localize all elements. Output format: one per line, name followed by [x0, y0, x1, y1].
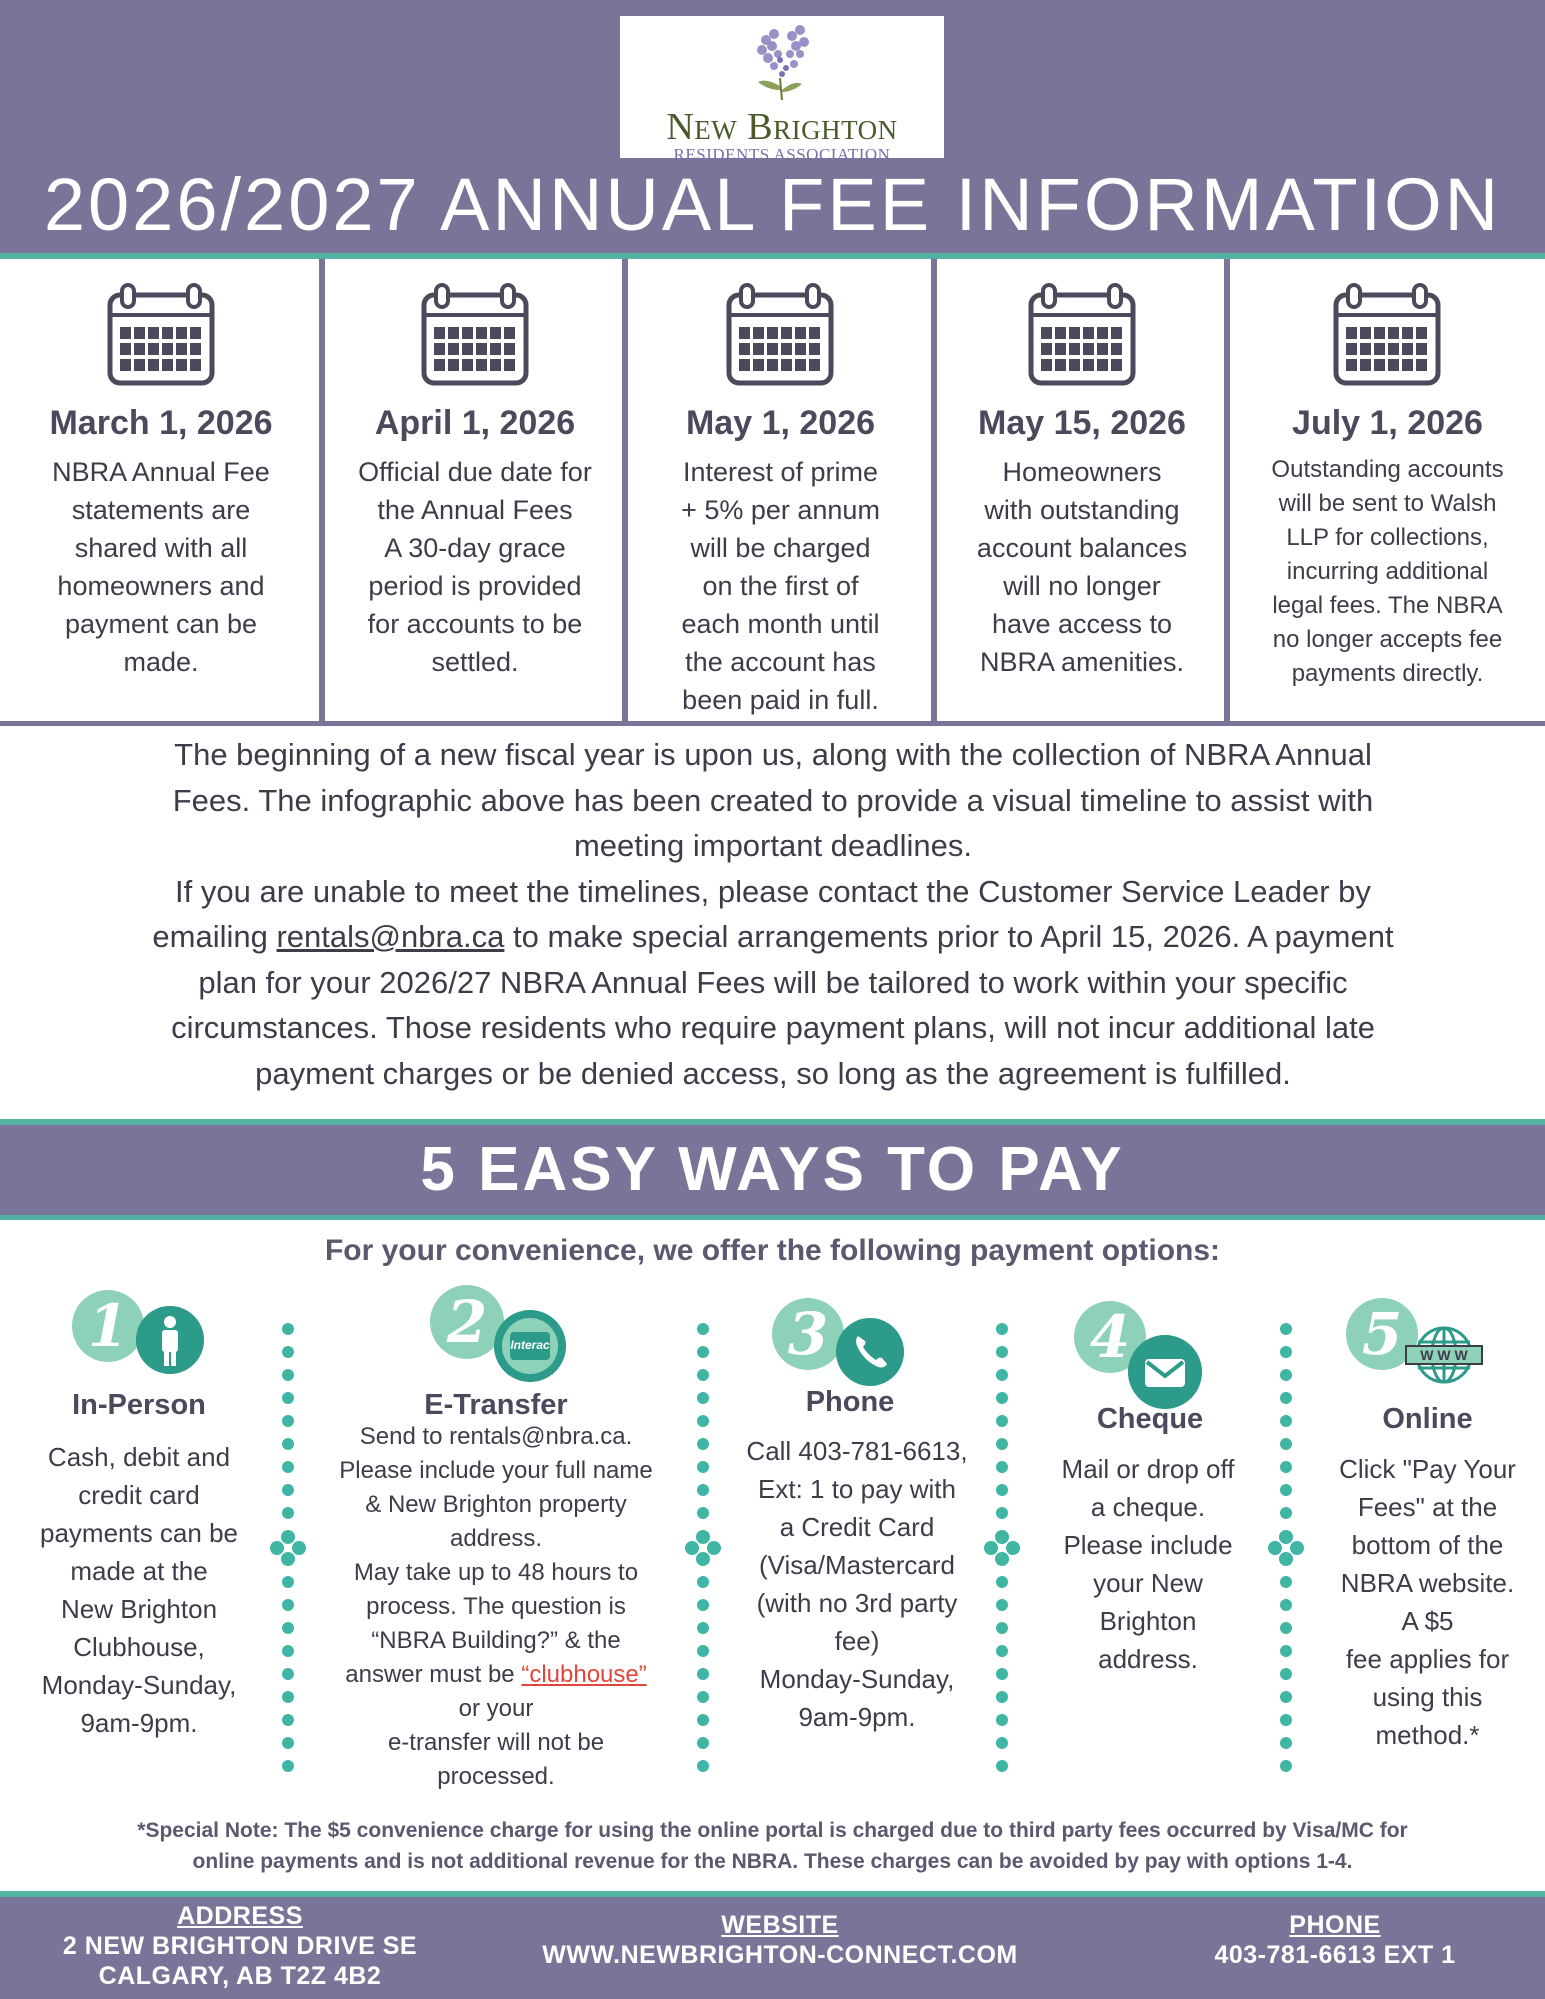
option-title: Online	[1382, 1403, 1473, 1435]
divider-dot	[996, 1714, 1008, 1726]
text-line: method.*	[1375, 1720, 1480, 1750]
calendar-icon	[106, 283, 216, 387]
timeline-description	[937, 453, 1227, 681]
page-title: 2026/2027 ANNUAL FEE INFORMATION	[43, 163, 1502, 246]
svg-text:Interac: Interac	[510, 1338, 550, 1352]
person-icon	[136, 1306, 204, 1374]
text-line: e-transfer will not be	[387, 1729, 605, 1756]
timeline-date: May 15, 2026	[978, 404, 1186, 442]
text-line: been paid in full.	[682, 685, 879, 715]
text-line: process. The question is	[366, 1593, 626, 1620]
text-line: Clubhouse,	[73, 1632, 205, 1662]
divider-dot	[697, 1323, 709, 1335]
option-text: Send to rentals@nbra.ca. Please include your full name & New Brighton property address. May take up to 48 hours to process. The question is “NBRA Building?” & the answer must be “clubhouse” or your e-transfer will not be processed.	[300, 1420, 692, 1794]
logo-name: New Brighton	[666, 106, 898, 148]
logo-subtitle: RESIDENTS ASSOCIATION	[673, 145, 891, 164]
divider-dot	[996, 1622, 1008, 1634]
text-line: NBRA website.	[1340, 1568, 1515, 1598]
timeline-item	[628, 259, 933, 721]
divider-dot	[996, 1737, 1008, 1749]
text-line: Brighton	[1099, 1606, 1197, 1636]
text-line: on the first of	[702, 571, 859, 601]
divider-dot	[282, 1599, 294, 1611]
text-line: Mail or drop off	[1061, 1454, 1235, 1484]
text-line: your New	[1093, 1568, 1203, 1598]
divider-dot	[282, 1415, 294, 1427]
divider-dot	[996, 1323, 1008, 1335]
text-line: Cash, debit and	[47, 1442, 231, 1472]
option-number: 1	[72, 1290, 144, 1362]
text-line: Monday-Sunday,	[759, 1664, 955, 1694]
intro-paragraph-1	[28, 732, 1518, 869]
divider-dot	[996, 1484, 1008, 1496]
text-line: made.	[123, 647, 199, 677]
divider-dot	[282, 1461, 294, 1473]
text-line: Call 403-781-6613,	[746, 1436, 968, 1466]
divider-dot	[697, 1622, 709, 1634]
divider-dot	[996, 1645, 1008, 1657]
text-line: will be sent to Walsh	[1278, 490, 1497, 517]
divider-dot	[1280, 1323, 1292, 1335]
divider-dot	[1280, 1438, 1292, 1450]
email-link[interactable]: rentals@nbra.ca	[276, 919, 505, 954]
divider-dot	[282, 1737, 294, 1749]
lilac-flower-icon	[736, 20, 826, 104]
text-line: payments directly.	[1291, 660, 1484, 687]
text-line: 9am-9pm.	[80, 1708, 198, 1738]
text-line: Monday-Sunday,	[41, 1670, 237, 1700]
fee-timeline	[0, 259, 1545, 721]
timeline-item	[1230, 259, 1545, 721]
text-line: NBRA amenities.	[979, 647, 1185, 677]
divider-dot	[697, 1576, 709, 1588]
divider-dot	[697, 1737, 709, 1749]
text-line: address.	[1098, 1644, 1198, 1674]
divider-dot	[282, 1392, 294, 1404]
text-line: using this	[1372, 1682, 1483, 1712]
calendar-icon	[725, 283, 835, 387]
text-line: NBRA Annual Fee	[52, 457, 270, 487]
text-line: will no longer	[1003, 571, 1161, 601]
text-line: LLP for collections,	[1286, 524, 1489, 551]
text-line: will be charged	[690, 533, 871, 563]
text-line: homeowners and	[57, 571, 265, 601]
text-line: Please include	[1063, 1530, 1233, 1560]
text-line: (Visa/Mastercard	[758, 1550, 956, 1580]
divider-dot	[697, 1461, 709, 1473]
divider-dot	[282, 1438, 294, 1450]
divider-dot	[1280, 1760, 1292, 1772]
divider-dot	[282, 1507, 294, 1519]
intro-paragraph-2: If you are unable to meet the timelines, please contact the Customer Service Leader by emailing rentals@nbra.ca to make special arrangements prior to April 15, 2026. A payment plan for your 2026/27 NBRA Annual Fees will be tailored to work within your specific circumstances. Those residents who require payment plans, will not incur additional late payment charges or be denied access, so long as the agreement is fulfilled.	[28, 869, 1518, 1097]
divider-dot	[996, 1691, 1008, 1703]
text-line: period is provided	[368, 571, 582, 601]
calendar-icon	[420, 283, 530, 387]
divider-dot	[282, 1622, 294, 1634]
envelope-icon	[1128, 1335, 1202, 1409]
text-line: Official due date for	[358, 457, 592, 487]
text-line: the Annual Fees	[377, 495, 573, 525]
text-line: Ext: 1 to pay with	[758, 1474, 956, 1504]
option-title: E-Transfer	[424, 1389, 568, 1421]
divider-dot	[996, 1461, 1008, 1473]
text-line: New Brighton	[60, 1594, 218, 1624]
divider-dot	[996, 1599, 1008, 1611]
text-line: statements are	[71, 495, 251, 525]
divider-dot	[996, 1760, 1008, 1772]
option-title: In-Person	[72, 1389, 206, 1421]
text-line: 9am-9pm.	[798, 1702, 916, 1732]
divider-dot	[697, 1599, 709, 1611]
text-line: Click "Pay Your	[1339, 1454, 1516, 1484]
section-subtitle: For your convenience, we offer the following payment options:	[324, 1234, 1221, 1267]
text-line: A $5	[1401, 1606, 1454, 1636]
text-line: payment charges or be denied access, so long as the agreement is fulfilled.	[255, 1055, 1291, 1091]
phone-icon	[836, 1318, 904, 1386]
option-number: 5	[1346, 1298, 1418, 1370]
footer	[0, 1897, 1545, 1999]
divider-dot	[996, 1576, 1008, 1588]
option-number: 3	[772, 1298, 844, 1370]
footer-phone-label: PHONE	[1289, 1911, 1381, 1939]
divider-dot	[697, 1346, 709, 1358]
timeline-date: May 1, 2026	[685, 404, 876, 442]
interac-icon	[494, 1310, 566, 1382]
divider-dot	[697, 1645, 709, 1657]
divider	[0, 1215, 1545, 1220]
text-line: A 30-day grace	[384, 533, 566, 563]
text-line: bottom of the	[1351, 1530, 1504, 1560]
text-line: Fees" at the	[1357, 1492, 1498, 1522]
text-line: credit card	[78, 1480, 200, 1510]
text-line: Fees. The infographic above has been created to provide a visual timeline to assist with	[172, 782, 1374, 818]
divider-dot	[282, 1484, 294, 1496]
divider-dot	[282, 1714, 294, 1726]
text-line: the account has	[685, 647, 876, 677]
text-line: payments can be	[39, 1518, 238, 1548]
timeline-description	[1230, 453, 1545, 691]
dotted-divider	[279, 1323, 297, 1773]
divider-dot	[282, 1576, 294, 1588]
text-line: or your	[458, 1695, 534, 1722]
text-line: account balances	[976, 533, 1188, 563]
text-line: legal fees. The NBRA	[1272, 592, 1503, 619]
divider	[0, 721, 1545, 726]
svg-text:W W W: W W W	[1420, 1347, 1468, 1363]
text-line: made at the	[70, 1556, 208, 1586]
globe-icon	[1404, 1324, 1484, 1386]
calendar-icon	[1332, 283, 1442, 387]
text-line: May take up to 48 hours to	[353, 1559, 639, 1586]
text-line: shared with all	[74, 533, 248, 563]
timeline-date: July 1, 2026	[1292, 404, 1483, 442]
divider-dot	[282, 1323, 294, 1335]
option-text	[1290, 1450, 1545, 1754]
divider-dot	[282, 1346, 294, 1358]
text-line: (with no 3rd party	[756, 1588, 958, 1618]
option-title: Phone	[805, 1386, 895, 1418]
text-line: fee applies for	[1345, 1644, 1510, 1674]
text-line: circumstances. Those residents who require payment plans, will not incur additional late	[171, 1010, 1375, 1045]
timeline-date: April 1, 2026	[374, 404, 576, 442]
text-line: for accounts to be	[367, 609, 583, 639]
timeline-item	[937, 259, 1227, 721]
text-line: Homeowners	[1002, 457, 1162, 487]
footer-address-label: ADDRESS	[177, 1902, 303, 1930]
text-line: no longer accepts fee	[1272, 626, 1503, 653]
divider-dot	[1280, 1369, 1292, 1381]
text-line: address.	[449, 1525, 543, 1552]
text-line: fee)	[834, 1626, 880, 1656]
divider-dot	[697, 1369, 709, 1381]
footer-phone	[1170, 1910, 1500, 1970]
text-line: incurring additional	[1286, 558, 1489, 585]
option-text	[0, 1438, 278, 1742]
calendar-icon	[1027, 283, 1137, 387]
divider-dot	[996, 1392, 1008, 1404]
dotted-divider	[993, 1323, 1011, 1773]
text-line: a Credit Card	[779, 1512, 935, 1542]
divider-dot	[996, 1438, 1008, 1450]
section-title: 5 EASY WAYS TO PAY	[420, 1135, 1125, 1204]
text-line: meeting important deadlines.	[573, 828, 973, 863]
option-number: 4	[1074, 1301, 1146, 1373]
text-line: have access to	[991, 609, 1173, 639]
divider-dot	[697, 1760, 709, 1772]
logo	[620, 16, 944, 164]
divider-dot	[697, 1714, 709, 1726]
answer-highlight: “clubhouse”	[521, 1661, 647, 1688]
text-line: settled.	[431, 647, 519, 677]
text-line: a cheque.	[1090, 1492, 1206, 1522]
divider-dot	[697, 1438, 709, 1450]
divider-dot	[996, 1507, 1008, 1519]
timeline-description	[628, 453, 933, 719]
divider-dot	[996, 1668, 1008, 1680]
option-text	[1010, 1450, 1286, 1678]
text-line: & New Brighton property	[365, 1491, 627, 1518]
option-text	[712, 1432, 1002, 1736]
divider-dot	[996, 1369, 1008, 1381]
text-line: The beginning of a new fiscal year is upon us, along with the collection of NBRA Annual	[174, 737, 1372, 772]
header-band	[0, 0, 1545, 253]
divider-dot	[697, 1484, 709, 1496]
footer-website	[480, 1910, 1080, 1970]
phone-number: 403-781-6613 EXT 1	[1214, 1941, 1456, 1969]
text-line: “NBRA Building?” & the	[371, 1627, 621, 1654]
divider-dot	[282, 1760, 294, 1772]
divider-dot	[996, 1346, 1008, 1358]
divider-dot	[697, 1668, 709, 1680]
text-line: Please include your full name	[339, 1457, 653, 1484]
timeline-date: March 1, 2026	[49, 404, 273, 442]
divider-dot	[282, 1668, 294, 1680]
text-line: Outstanding accounts	[1271, 456, 1504, 483]
divider-dot	[697, 1507, 709, 1519]
timeline-item	[325, 259, 625, 721]
divider-dot	[996, 1415, 1008, 1427]
divider-dot	[282, 1369, 294, 1381]
special-note: *Special Note: The $5 convenience charge for using the online portal is charged due to third party fees occurred by Visa/MC for online payments and is not additional revenue for the NBRA. These charges can be avoided by pay with options 1-4.	[137, 1819, 1408, 1873]
divider-dot	[282, 1691, 294, 1703]
timeline-description	[0, 453, 322, 681]
footer-website-label: WEBSITE	[721, 1911, 839, 1939]
text-line: with outstanding	[984, 495, 1180, 525]
timeline-item	[0, 259, 322, 721]
timeline-description	[325, 453, 625, 681]
footer-address: ADDRESS 2 NEW BRIGHTON DRIVE SE CALGARY, AB T2Z 4B2	[20, 1901, 460, 1991]
text-line: + 5% per annum	[681, 495, 880, 525]
intro-text	[28, 732, 1518, 1096]
text-line: processed.	[437, 1763, 555, 1790]
divider-dot	[697, 1691, 709, 1703]
website-link[interactable]: WWW.NEWBRIGHTON-CONNECT.COM	[542, 1941, 1018, 1969]
option-title: Cheque	[1096, 1403, 1204, 1435]
text-line: each month until	[681, 609, 880, 639]
text-line: Interest of prime	[682, 457, 879, 487]
text-line: plan for your 2026/27 NBRA Annual Fees will be tailored to work within your specific	[198, 964, 1348, 1000]
divider-dot	[1280, 1346, 1292, 1358]
text-line: Send to rentals@nbra.ca.	[359, 1423, 633, 1450]
text-line: payment can be	[64, 609, 258, 639]
option-number: 2	[430, 1285, 504, 1359]
divider-dot	[282, 1645, 294, 1657]
